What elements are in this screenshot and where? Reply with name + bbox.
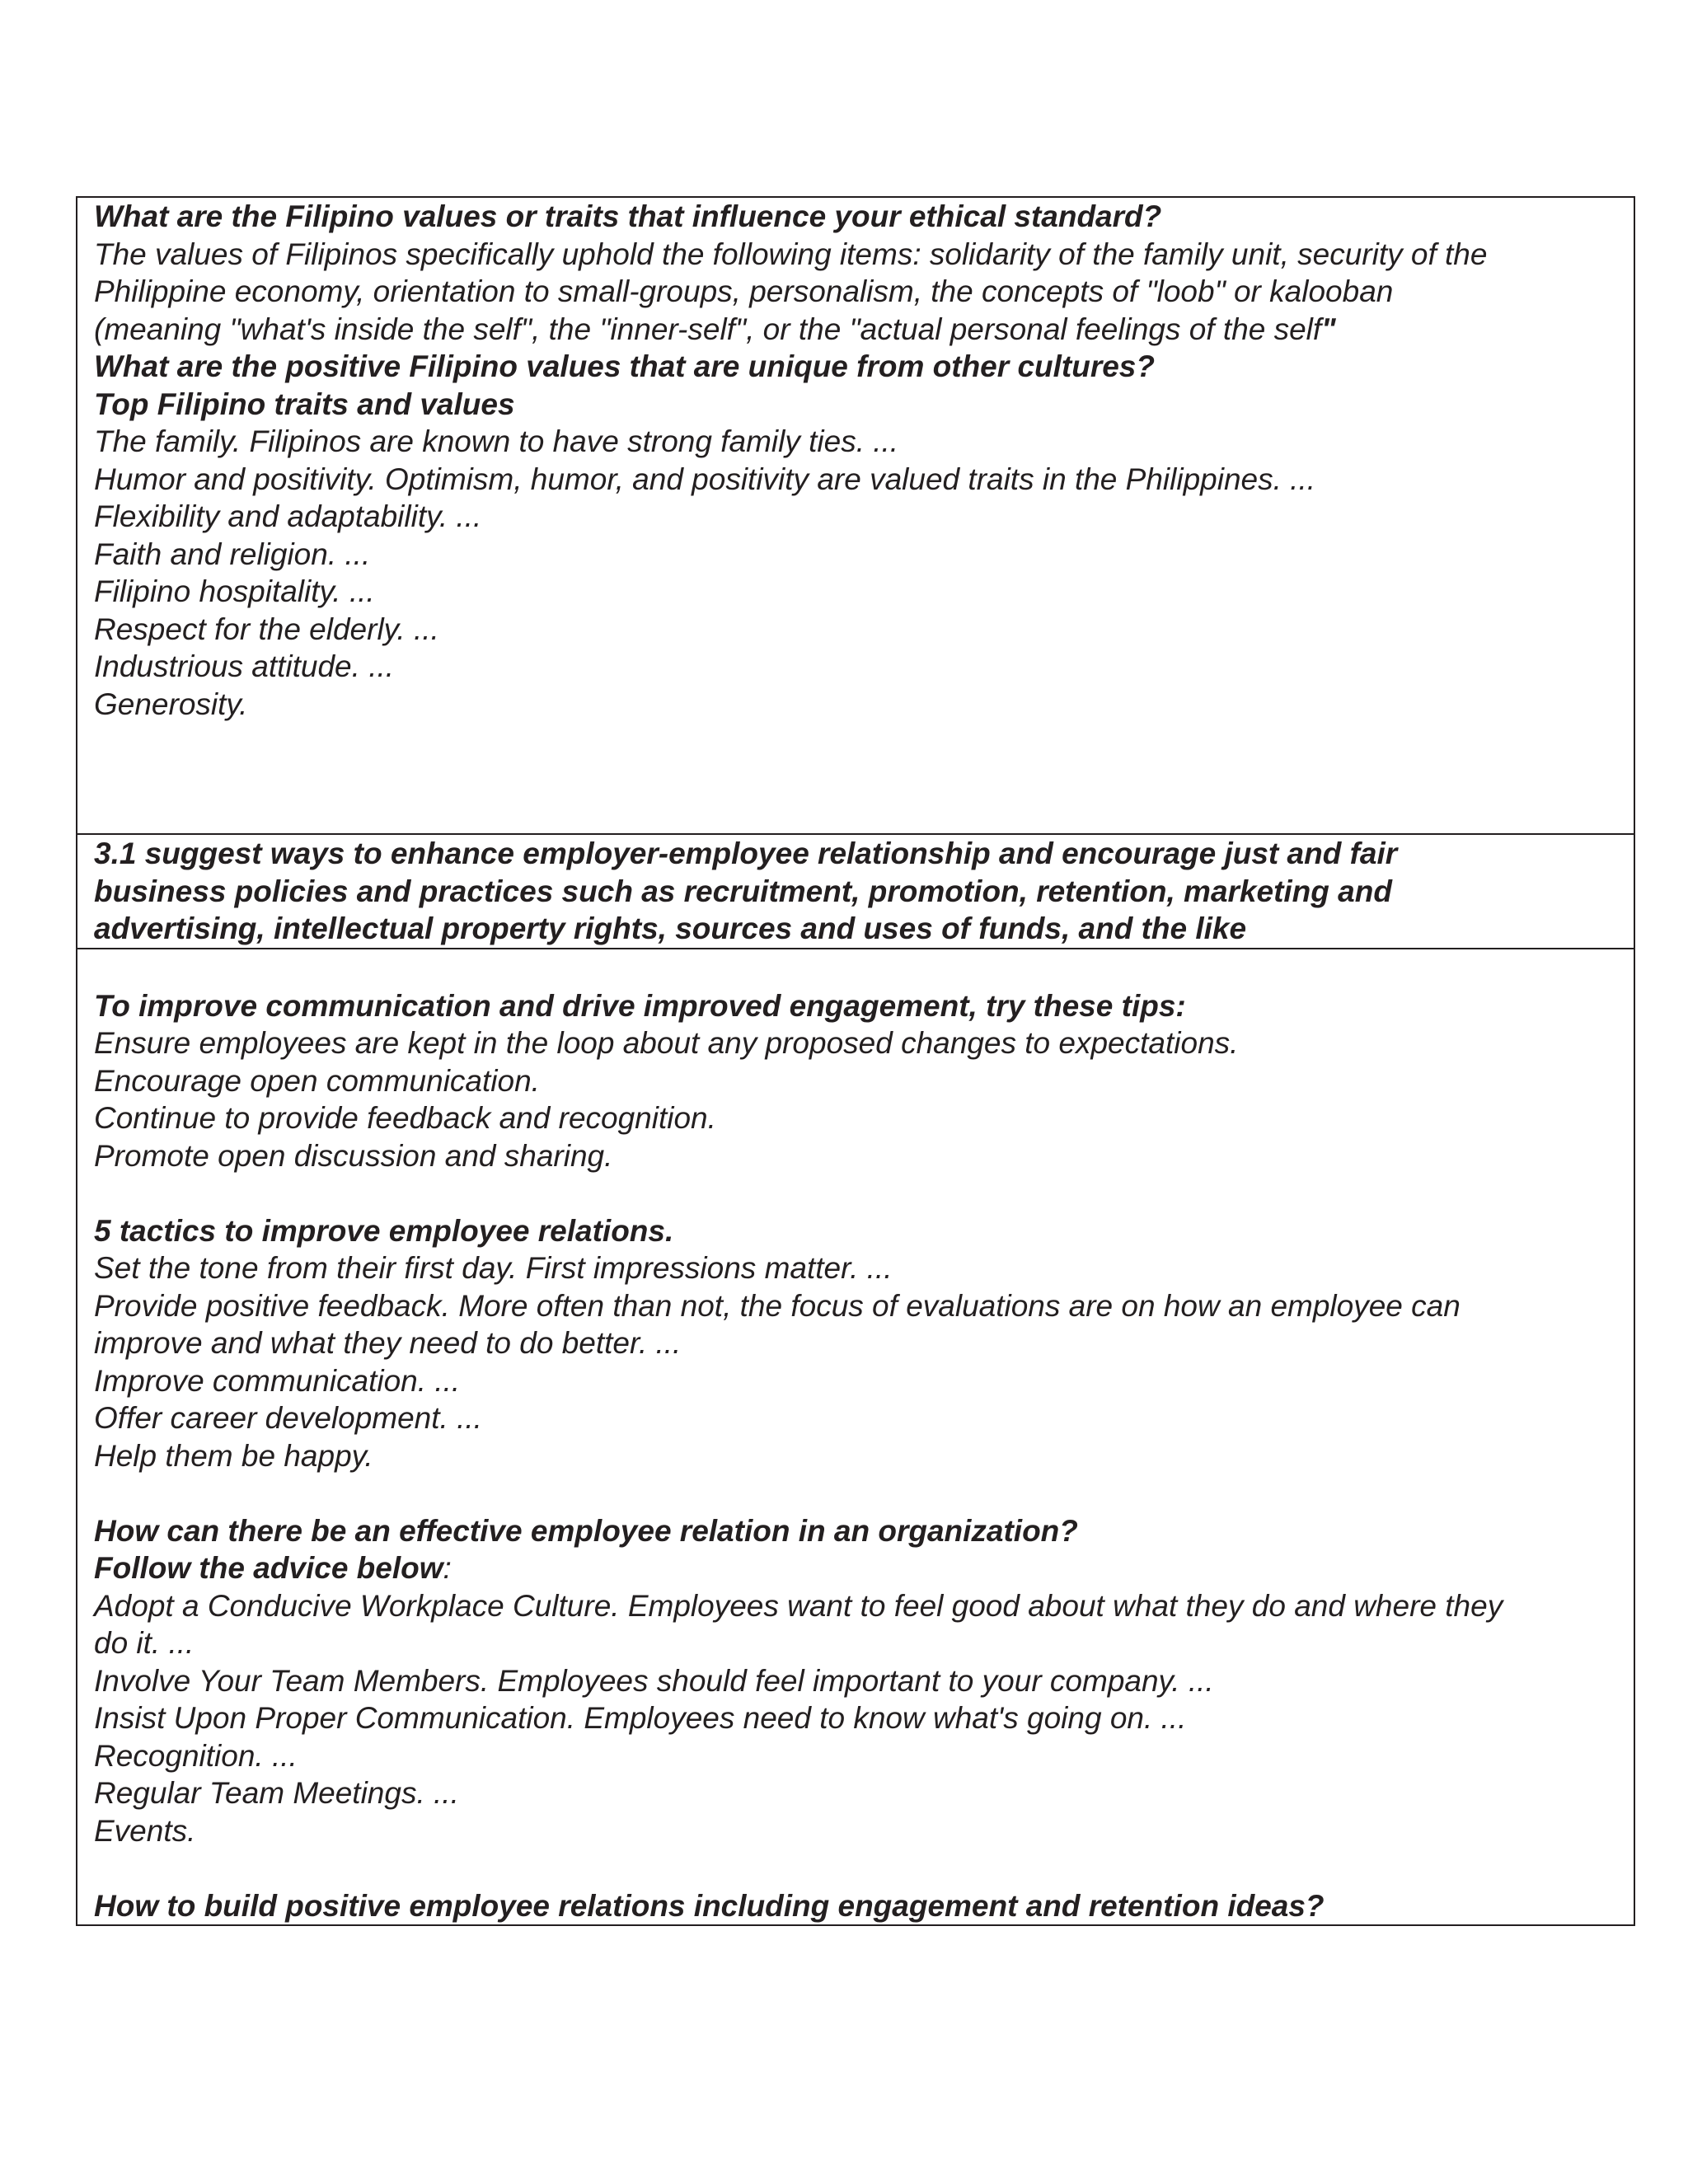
list-item: Help them be happy. [94, 1438, 373, 1473]
list-item: Recognition. ... [94, 1738, 298, 1773]
list-item: Set the tone from their first day. First impressions matter. ... [94, 1251, 893, 1285]
advice-colon: : [443, 1551, 452, 1585]
table-row [77, 949, 1634, 1926]
question-filipino-values: What are the Filipino values or traits that influence your ethical standard? [94, 199, 1162, 233]
build-relations-question: How to build positive employee relations including engagement and retention ideas? [94, 1888, 1325, 1923]
list-item: Encourage open communication. [94, 1063, 540, 1098]
table-row [77, 834, 1634, 949]
paragraph-line: Philippine economy, orientation to small-groups, personalism, the concepts of "loob" or kalooban [94, 274, 1394, 308]
spacer [94, 1849, 1617, 1887]
list-item: Generosity. [94, 687, 248, 721]
list-item: Provide positive feedback. More often than not, the focus of evaluations are on how an employee can [94, 1288, 1461, 1323]
paragraph-line: (meaning "what's inside the self", the "inner-self", or the "actual personal feelings of the self [94, 312, 1322, 346]
list-item: Ensure employees are kept in the loop about any proposed changes to expectations. [94, 1026, 1239, 1060]
list-item: Involve Your Team Members. Employees should feel important to your company. ... [94, 1663, 1214, 1698]
question-positive-values: What are the positive Filipino values that are unique from other cultures? [94, 349, 1155, 383]
section-heading-line: 3.1 suggest ways to enhance employer-employee relationship and encourage just and fair [94, 837, 1398, 870]
list-item: improve and what they need to do better. ... [94, 1326, 682, 1360]
list-item: The family. Filipinos are known to have strong family ties. ... [94, 424, 899, 458]
list-item: Industrious attitude. ... [94, 649, 395, 683]
section-heading-cell [77, 834, 1634, 949]
traits-heading: Top Filipino traits and values [94, 387, 515, 421]
paragraph-line: The values of Filipinos specifically uphold the following items: solidarity of the family unit, security of the [94, 237, 1488, 271]
closing-quote: " [1321, 312, 1336, 346]
list-item: Insist Upon Proper Communication. Employees need to know what's going on. ... [94, 1701, 1187, 1735]
effective-relations-question: How can there be an effective employee relation in an organization? [94, 1513, 1078, 1548]
list-item: Faith and religion. ... [94, 537, 371, 571]
section-heading-line: advertising, intellectual property rights, sources and uses of funds, and the like [94, 912, 1247, 945]
filipino-values-cell [77, 197, 1634, 834]
spacer [94, 949, 1617, 987]
list-item: Improve communication. ... [94, 1363, 461, 1398]
list-item: Respect for the elderly. ... [94, 612, 439, 646]
section-heading-line: business policies and practices such as recruitment, promotion, retention, marketing and [94, 874, 1392, 908]
spacer [94, 1474, 1617, 1512]
spacer [94, 1174, 1617, 1212]
list-item: Events. [94, 1813, 196, 1848]
advice-label: Follow the advice below [94, 1551, 443, 1585]
list-item: Regular Team Meetings. ... [94, 1776, 459, 1810]
list-item: Filipino hospitality. ... [94, 574, 375, 608]
tips-heading: To improve communication and drive improved engagement, try these tips: [94, 988, 1186, 1023]
document-table [76, 196, 1635, 1926]
list-item: Promote open discussion and sharing. [94, 1138, 613, 1173]
list-item: Offer career development. ... [94, 1401, 482, 1435]
list-item: Humor and positivity. Optimism, humor, and positivity are valued traits in the Philippines. ... [94, 462, 1316, 496]
list-item: Adopt a Conducive Workplace Culture. Employees want to feel good about what they do and where they [94, 1588, 1503, 1623]
list-item: Flexibility and adaptability. ... [94, 499, 482, 533]
table-row [77, 197, 1634, 834]
list-item: do it. ... [94, 1626, 195, 1660]
tactics-heading: 5 tactics to improve employee relations. [94, 1213, 674, 1248]
list-item: Continue to provide feedback and recognition. [94, 1101, 716, 1135]
employee-relations-cell [77, 949, 1634, 1926]
